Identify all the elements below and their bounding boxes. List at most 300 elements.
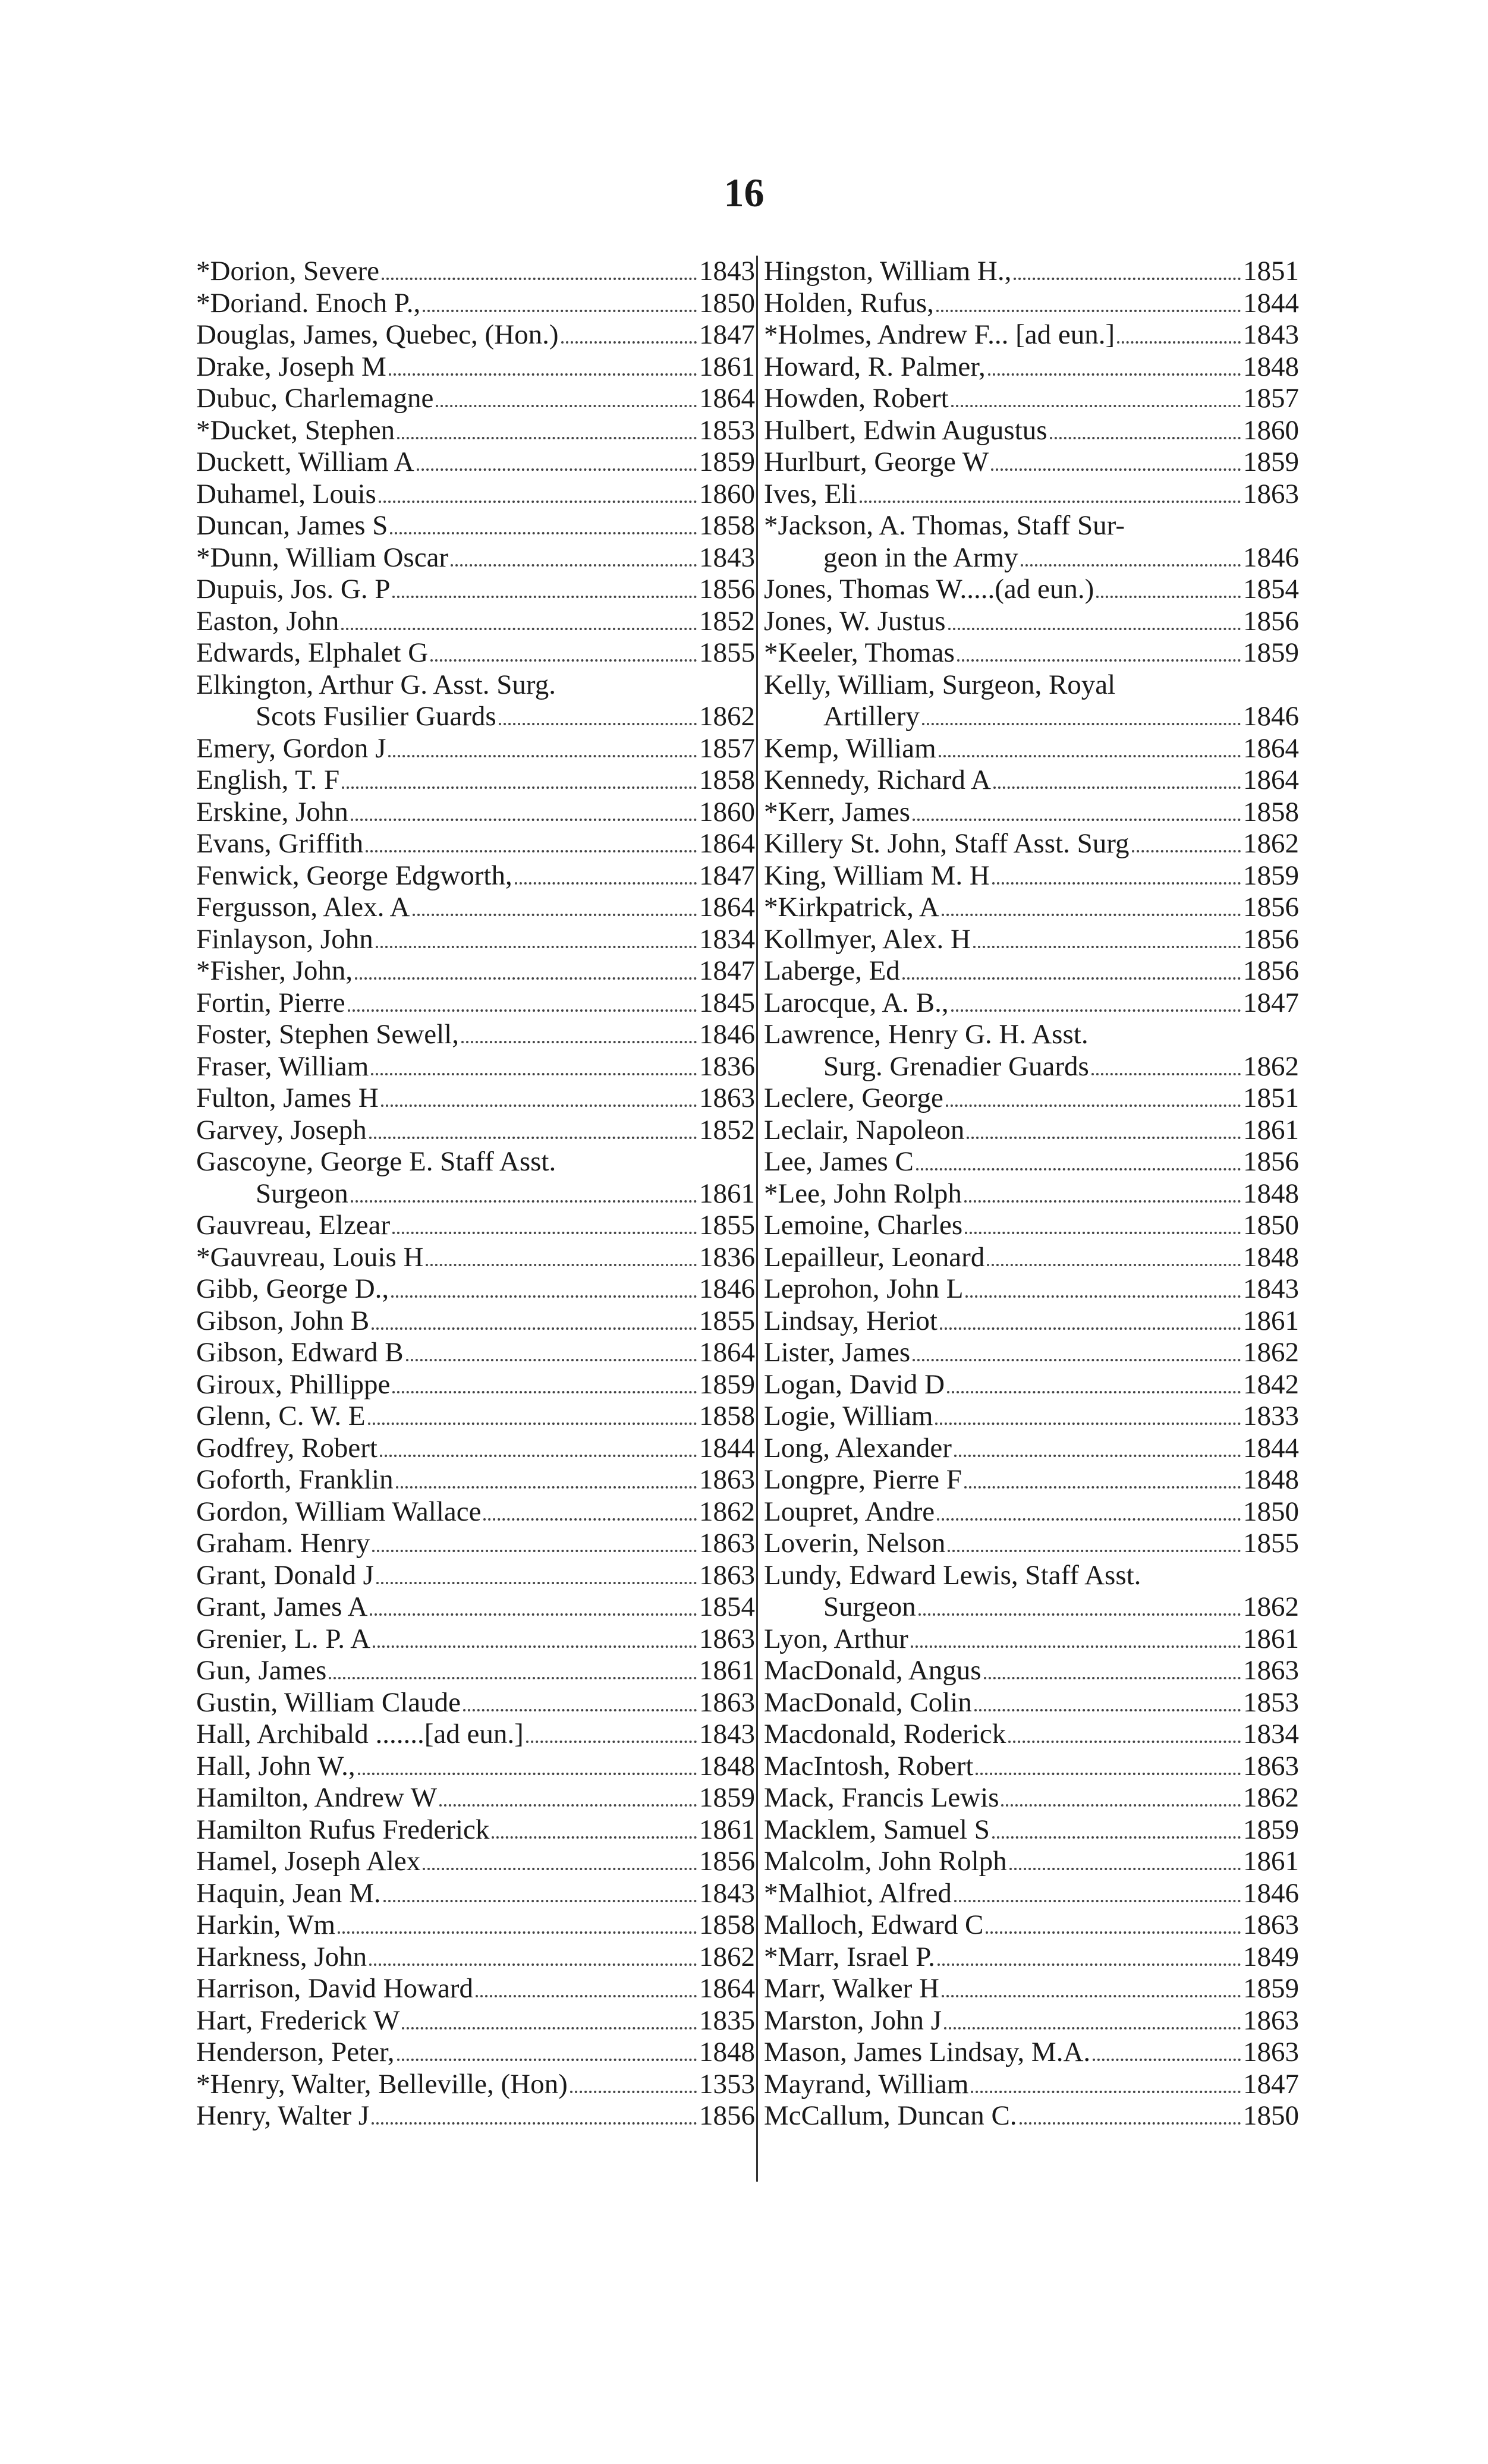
entry-year: 1863	[1243, 1750, 1299, 1782]
register-entry	[196, 1210, 755, 1242]
entry-name: *Jackson, A. Thomas, Staff Sur-	[764, 510, 1125, 541]
register-entry	[764, 1369, 1299, 1401]
register-entry	[196, 1687, 755, 1719]
register-entry	[196, 1751, 755, 1783]
entry-year: 1862	[699, 701, 755, 732]
entry-year: 1861	[699, 1814, 755, 1845]
entry-name: Lawrence, Henry G. H. Asst.	[764, 1019, 1089, 1050]
entry-year: 1850	[1243, 1210, 1299, 1241]
dot-leader	[936, 310, 1241, 312]
dot-leader	[1001, 1804, 1241, 1807]
entry-name: Hulbert, Edwin Augustus	[764, 414, 1047, 446]
entry-name: Malcolm, John Rolph	[764, 1846, 1007, 1877]
entry-name: *Henry, Walter, Belleville, (Hon)	[196, 2068, 568, 2100]
entry-name: Lemoine, Charles	[764, 1210, 963, 1241]
entry-year: 1843	[1243, 319, 1299, 350]
entry-year: 1857	[699, 732, 755, 764]
entry-name: *Dorion, Severe	[196, 256, 380, 287]
register-entry	[764, 1496, 1299, 1528]
register-entry	[764, 860, 1299, 892]
entry-year: 1859	[699, 446, 755, 477]
dot-leader	[436, 405, 697, 407]
register-entry	[196, 574, 755, 606]
entry-year: 1863	[699, 1623, 755, 1654]
entry-name: Howden, Robert	[764, 383, 949, 414]
entry-name: Fenwick, George Edgworth,	[196, 860, 512, 891]
register-entry	[764, 637, 1299, 669]
entry-name: English, T. F	[196, 764, 340, 795]
entry-name: Duckett, William A	[196, 446, 414, 477]
entry-name: Lee, James C	[764, 1146, 914, 1177]
register-entry	[196, 1528, 755, 1560]
entry-name: Goforth, Franklin	[196, 1464, 394, 1495]
dot-leader	[954, 1455, 1241, 1457]
dot-leader	[351, 1200, 697, 1203]
register-entry	[764, 256, 1299, 288]
register-entry	[764, 701, 1299, 733]
dot-leader	[1021, 564, 1241, 567]
register-entry	[764, 1146, 1299, 1178]
register-entry	[196, 415, 755, 447]
entry-year: 1859	[1243, 637, 1299, 668]
dot-leader	[392, 1391, 697, 1393]
dot-leader	[942, 1995, 1241, 1997]
column-divider	[756, 256, 758, 2182]
entry-name: Hingston, William H.,	[764, 256, 1012, 287]
dot-leader	[381, 1104, 697, 1107]
entry-name: Hall, John W.,	[196, 1750, 356, 1782]
dot-leader	[976, 1773, 1241, 1775]
entry-name: Marston, John J	[764, 2004, 942, 2036]
register-entry	[196, 797, 755, 829]
entry-name: Loupret, Andre	[764, 1496, 935, 1527]
entry-name: Macklem, Samuel S	[764, 1814, 990, 1845]
register-entry	[764, 606, 1299, 638]
dot-leader	[951, 1009, 1241, 1012]
dot-leader	[944, 2027, 1241, 2029]
entry-name: Drake, Joseph M	[196, 351, 386, 382]
entry-name: Lepailleur, Leonard	[764, 1241, 985, 1273]
entry-name: Loverin, Nelson	[764, 1528, 946, 1559]
entry-name: McCallum, Duncan C.	[764, 2100, 1017, 2131]
dot-leader	[1117, 341, 1241, 344]
dot-leader	[913, 1359, 1241, 1361]
register-entry	[764, 479, 1299, 511]
entry-name: Graham. Henry	[196, 1528, 370, 1559]
dot-leader	[526, 1741, 697, 1743]
entry-name: Lister, James	[764, 1337, 911, 1368]
entry-name: Mack, Francis Lewis	[764, 1782, 999, 1813]
register-entry	[764, 924, 1299, 956]
register-entry	[764, 1623, 1299, 1656]
dot-leader	[911, 1645, 1241, 1648]
register-entry	[196, 1909, 755, 1941]
entry-name: Harkness, John	[196, 1941, 367, 1972]
dot-leader	[355, 977, 697, 980]
register-entry	[764, 1019, 1299, 1051]
dot-leader	[392, 1232, 697, 1234]
dot-leader	[402, 2027, 697, 2029]
entry-year: 1864	[699, 1973, 755, 2004]
entry-year: 1861	[699, 351, 755, 382]
entry-year: 1843	[699, 542, 755, 573]
register-entry	[764, 1909, 1299, 1941]
entry-name: Leclair, Napoleon	[764, 1114, 965, 1146]
entry-name: Erskine, John	[196, 796, 348, 827]
entry-name: Kollmyer, Alex. H	[764, 923, 971, 955]
entry-year: 1855	[699, 1210, 755, 1241]
right-column	[764, 256, 1299, 2132]
dot-leader	[570, 2091, 697, 2093]
entry-name: Elkington, Arthur G. Asst. Surg.	[196, 669, 556, 700]
register-entry	[764, 2037, 1299, 2069]
entry-name: Jones, Thomas W.....(ad eun.)	[764, 574, 1094, 605]
entry-name: Haquin, Jean M.	[196, 1877, 381, 1909]
dot-leader	[942, 914, 1241, 916]
register-entry	[196, 955, 755, 987]
entry-year: 1848	[1243, 351, 1299, 382]
dot-leader	[964, 1486, 1241, 1489]
dot-leader	[372, 2122, 697, 2125]
entry-name: Grenier, L. P. A	[196, 1623, 371, 1654]
dot-leader	[1020, 2122, 1241, 2125]
entry-name: Leprohon, John L	[764, 1273, 964, 1304]
register-entry	[764, 2005, 1299, 2037]
dot-leader	[1096, 596, 1241, 598]
dot-leader	[951, 405, 1241, 407]
dot-leader	[389, 373, 697, 376]
entry-name: *Marr, Israel P.	[764, 1941, 935, 1972]
dot-leader	[383, 1900, 697, 1902]
entry-year: 1856	[1243, 892, 1299, 923]
register-entry	[196, 764, 755, 797]
dot-leader	[938, 1963, 1241, 1966]
entry-year: 1353	[699, 2068, 755, 2100]
entry-year: 1844	[1243, 1432, 1299, 1464]
dot-leader	[922, 723, 1241, 725]
entry-year: 1863	[1243, 1655, 1299, 1686]
entry-name: MacIntosh, Robert	[764, 1750, 974, 1782]
register-entry	[764, 415, 1299, 447]
register-entry	[196, 1019, 755, 1051]
dot-leader	[372, 1550, 697, 1552]
entry-year: 1856	[1243, 605, 1299, 637]
entry-year: 1861	[1243, 1623, 1299, 1654]
dot-leader	[918, 1613, 1241, 1616]
register-entry	[764, 733, 1299, 765]
entry-year: 1862	[1243, 1050, 1299, 1082]
dot-leader	[423, 1868, 697, 1870]
dot-leader	[406, 1359, 697, 1361]
dot-leader	[937, 1518, 1241, 1521]
register-entry	[196, 1401, 755, 1433]
entry-year: 1848	[1243, 1241, 1299, 1273]
register-entry	[196, 1496, 755, 1528]
dot-leader	[946, 1104, 1241, 1107]
register-entry	[764, 1528, 1299, 1560]
register-entry	[196, 1973, 755, 2005]
entry-name: *Dunn, William Oscar	[196, 542, 449, 573]
dot-leader	[379, 501, 697, 503]
entry-year: 1848	[699, 1750, 755, 1782]
dot-leader	[1132, 850, 1241, 852]
entry-year: 1862	[1243, 1782, 1299, 1813]
register-entry	[764, 1941, 1299, 1974]
register-entry	[196, 446, 755, 479]
entry-year: 1862	[699, 1496, 755, 1527]
register-entry	[196, 669, 755, 701]
entry-year: 1848	[699, 2037, 755, 2068]
entry-name: Ives, Eli	[764, 478, 857, 509]
entry-name: Gauvreau, Elzear	[196, 1210, 391, 1241]
register-entry	[764, 1305, 1299, 1338]
entry-year: 1861	[1243, 1846, 1299, 1877]
entry-year: 1855	[1243, 1528, 1299, 1559]
entry-year: 1846	[699, 1019, 755, 1050]
entry-name: Hamilton, Andrew W	[196, 1782, 438, 1813]
entry-year: 1859	[699, 1782, 755, 1813]
register-entry	[764, 1973, 1299, 2005]
dot-leader	[426, 1264, 697, 1266]
register-entry	[764, 2069, 1299, 2101]
dot-leader	[965, 1295, 1241, 1298]
dot-leader	[993, 786, 1241, 789]
entry-name: Long, Alexander	[764, 1432, 952, 1464]
register-entry	[764, 2100, 1299, 2132]
entry-year: 1863	[1243, 478, 1299, 509]
dot-leader	[971, 2091, 1241, 2093]
register-entry	[764, 1464, 1299, 1496]
entry-name: *Doriand. Enoch P.,	[196, 287, 421, 319]
entry-name: Lundy, Edward Lewis, Staff Asst.	[764, 1559, 1141, 1591]
entry-year: 1847	[699, 860, 755, 891]
entry-year: 1850	[1243, 2100, 1299, 2131]
entry-year: 1860	[1243, 414, 1299, 446]
dot-leader	[358, 1773, 697, 1775]
dot-leader	[986, 1931, 1241, 1934]
entry-name: Grant, James A	[196, 1591, 368, 1622]
entry-name: Marr, Walker H	[764, 1973, 939, 2004]
register-entry	[196, 1115, 755, 1147]
entry-year: 1854	[699, 1591, 755, 1622]
register-entry	[196, 1782, 755, 1814]
dot-leader	[948, 1550, 1241, 1552]
entry-name: Gun, James	[196, 1655, 327, 1686]
register-entry	[764, 1560, 1299, 1592]
dot-leader	[351, 819, 697, 821]
register-entry	[196, 637, 755, 669]
entry-year: 1834	[1243, 1719, 1299, 1749]
dot-leader	[1050, 437, 1241, 439]
entry-name: Hurlburt, George W	[764, 446, 989, 477]
entry-name: Surgeon	[823, 1591, 916, 1622]
dot-leader	[902, 977, 1241, 980]
dot-leader	[991, 468, 1241, 471]
register-entry	[196, 1337, 755, 1369]
left-column	[196, 256, 755, 2132]
entry-year: 1848	[1243, 1464, 1299, 1495]
register-entry	[764, 1751, 1299, 1783]
register-entry	[196, 1814, 755, 1846]
entry-name: Killery St. John, Staff Asst. Surg	[764, 828, 1130, 859]
register-entry	[196, 733, 755, 765]
dot-leader	[940, 1327, 1241, 1330]
entry-year: 1863	[1243, 2037, 1299, 2068]
register-entry	[196, 1082, 755, 1115]
entry-year: 1856	[699, 574, 755, 605]
register-entry	[764, 828, 1299, 860]
entry-name: *Kirkpatrick, A	[764, 892, 939, 923]
dot-leader	[397, 437, 697, 439]
register-entry	[764, 1401, 1299, 1433]
dot-leader	[439, 1804, 697, 1807]
register-entry	[196, 1623, 755, 1656]
entry-name: *Holmes, Andrew F... [ad eun.]	[764, 319, 1115, 350]
entry-name: Howard, R. Palmer,	[764, 351, 986, 382]
dot-leader	[913, 819, 1241, 821]
entry-name: *Keeler, Thomas	[764, 637, 955, 668]
dot-leader	[430, 659, 697, 662]
register-entry	[196, 1941, 755, 1974]
entry-name: Dupuis, Jos. G. P	[196, 574, 391, 605]
dot-leader	[916, 1168, 1241, 1170]
entry-name: Edwards, Elphalet G	[196, 637, 429, 668]
entry-name: Gustin, William Claude	[196, 1686, 461, 1718]
dot-leader	[947, 1391, 1241, 1393]
register-entry	[764, 1846, 1299, 1878]
register-entry	[196, 256, 755, 288]
dot-leader	[461, 1041, 697, 1043]
register-entry	[764, 1814, 1299, 1846]
dot-leader	[376, 946, 697, 948]
entry-year: 1864	[699, 828, 755, 859]
dot-leader	[860, 501, 1241, 503]
entry-name: Longpre, Pierre F	[764, 1464, 962, 1495]
entry-name: *Malhiot, Alfred	[764, 1877, 952, 1909]
entry-year: 1849	[1243, 1941, 1299, 1972]
dot-leader	[369, 1137, 697, 1139]
entry-name: Logan, David D	[764, 1368, 945, 1400]
entry-name: Godfrey, Robert	[196, 1432, 377, 1464]
entry-name: Grant, Donald J	[196, 1559, 374, 1591]
entry-year: 1846	[1243, 542, 1299, 573]
entry-year: 1859	[1243, 1973, 1299, 2004]
register-entry	[196, 542, 755, 574]
entry-year: 1859	[1243, 446, 1299, 477]
register-entry	[764, 955, 1299, 987]
dot-leader	[382, 278, 697, 280]
entry-year: 1843	[699, 1877, 755, 1909]
dot-leader	[417, 468, 697, 471]
entry-year: 1861	[699, 1655, 755, 1686]
entry-name: Laberge, Ed	[764, 955, 900, 986]
register-entry	[196, 892, 755, 924]
register-entry	[764, 1082, 1299, 1115]
register-entry	[196, 1560, 755, 1592]
register-entry	[196, 1655, 755, 1687]
register-entry	[764, 797, 1299, 829]
entry-year: 1863	[699, 1559, 755, 1591]
entry-name: Glenn, C. W. E	[196, 1401, 366, 1431]
register-entry	[196, 1242, 755, 1274]
entry-name: Gascoyne, George E. Staff Asst.	[196, 1146, 556, 1177]
register-entry	[764, 1878, 1299, 1910]
entry-year: 1859	[1243, 1814, 1299, 1845]
entry-year: 1857	[1243, 383, 1299, 414]
entry-name: Henry, Walter J	[196, 2100, 370, 2131]
entry-name: *Ducket, Stephen	[196, 414, 395, 446]
dot-leader	[964, 1200, 1241, 1203]
entry-name: Holden, Rufus,	[764, 287, 934, 319]
entry-year: 1863	[699, 1528, 755, 1559]
dot-leader	[1091, 1073, 1241, 1075]
entry-name: Douglas, James, Quebec, (Hon.)	[196, 319, 559, 350]
entry-name: Harrison, David Howard	[196, 1973, 473, 2004]
entry-name: *Lee, John Rolph	[764, 1178, 962, 1209]
entry-year: 1855	[699, 637, 755, 668]
dot-leader	[967, 1137, 1241, 1139]
dot-leader	[984, 1677, 1241, 1679]
entry-name: MacDonald, Colin	[764, 1686, 972, 1718]
register-entry	[764, 1591, 1299, 1623]
entry-year: 1853	[1243, 1686, 1299, 1718]
entry-name: *Gauvreau, Louis H	[196, 1241, 424, 1273]
dot-leader	[992, 1836, 1241, 1839]
register-entry	[196, 319, 755, 351]
dot-leader	[476, 1995, 697, 1997]
entry-name: Kelly, William, Surgeon, Royal	[764, 669, 1116, 700]
register-entry	[196, 606, 755, 638]
register-entry	[196, 2069, 755, 2101]
entry-year: 1847	[699, 319, 755, 350]
entry-name: Surg. Grenadier Guards	[823, 1050, 1089, 1082]
entry-year: 1858	[699, 1909, 755, 1940]
register-entry	[764, 383, 1299, 415]
entry-year: 1859	[1243, 860, 1299, 891]
dot-leader	[988, 373, 1241, 376]
register-entry	[764, 892, 1299, 924]
entry-year: 1844	[699, 1432, 755, 1464]
register-entry	[764, 1051, 1299, 1083]
register-entry	[764, 288, 1299, 320]
entry-name: geon in the Army	[823, 542, 1018, 573]
entry-year: 1856	[1243, 1146, 1299, 1177]
entry-year: 1858	[699, 764, 755, 795]
entry-name: Finlayson, John	[196, 923, 373, 955]
dot-leader	[376, 1582, 697, 1584]
entry-year: 1862	[699, 1941, 755, 1972]
register-entry	[196, 987, 755, 1019]
entry-name: Henderson, Peter,	[196, 2037, 395, 2068]
entry-name: *Fisher, John,	[196, 955, 353, 986]
entry-name: Dubuc, Charlemagne	[196, 383, 434, 414]
dot-leader	[515, 882, 697, 885]
register-entry	[196, 1305, 755, 1338]
dot-leader	[391, 1295, 697, 1298]
entry-name: Duhamel, Louis	[196, 478, 376, 509]
register-entry	[764, 1210, 1299, 1242]
register-entry	[196, 288, 755, 320]
dot-leader	[965, 1232, 1241, 1234]
register-entry	[196, 1433, 755, 1465]
register-entry	[196, 2037, 755, 2069]
entry-name: Jones, W. Justus	[764, 605, 946, 637]
entry-year: 1855	[699, 1305, 755, 1336]
entry-year: 1863	[1243, 2004, 1299, 2036]
dot-leader	[341, 628, 697, 630]
entry-year: 1858	[1243, 796, 1299, 827]
entry-year: 1852	[699, 1114, 755, 1146]
